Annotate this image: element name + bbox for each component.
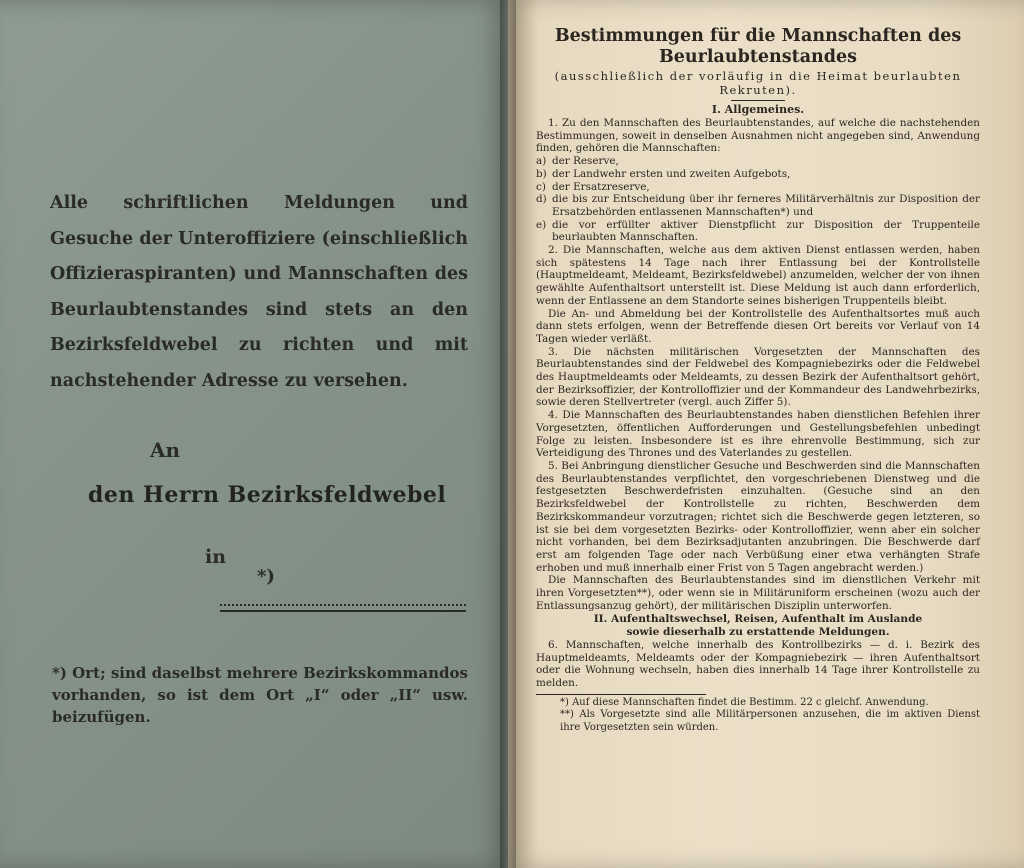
paragraph-6: 6. Mannschaften, welche innerhalb des Kontrollbezirks — d. i. Bezirk des Hauptmeldeamts, Meldeamts oder der Kompagniebezirk — ihren Aufenthaltsort oder die Wohnung wechseln, haben dies innerhalb 14 Tage ihrer Kontrollstelle zu melden. bbox=[536, 638, 980, 689]
list-marker: a) bbox=[536, 155, 547, 168]
footnote-2: **) Als Vorgesetzte sind alle Militärpersonen anzusehen, die im aktiven Dienst ihre Vorgesetzten sein würden. bbox=[560, 709, 980, 733]
address-footnote-mark: *) bbox=[257, 566, 275, 587]
list-marker: c) bbox=[536, 180, 546, 193]
title-rule bbox=[731, 100, 785, 101]
list-marker: e) bbox=[536, 218, 547, 231]
paragraph-4: 4. Die Mannschaften des Beurlaubtenstandes haben dienstlichen Befehlen ihrer Vorgesetzten, öffentlichen Aufforderungen und Gestellungsbefehlen unbedingt Folge zu leisten. Insbesondere ist es ihre ehrenvolle Bestimmung, sich zur Verteidigung des Thrones und des Vaterlandes zu gestellen. bbox=[536, 409, 980, 460]
category-list bbox=[536, 155, 980, 244]
paragraph-3: 3. Die nächsten militärischen Vorgesetzten der Mannschaften des Beurlaubtenstandes sind der Feldwebel des Kompagniebezirks oder die Feldwebel des Hauptmeldeamts oder Meldeamts, zu dessen Bezirk der Aufenthaltsort gehört, der Bezirksoffizier, der Kontrolloffizier und der Kommandeur des Landwehrbezirks, sowie deren Stellvertreter (vergl. auch Ziffer 5). bbox=[536, 345, 980, 409]
list-item bbox=[536, 219, 980, 244]
address-in: in bbox=[205, 546, 227, 568]
footnote-rule bbox=[536, 694, 706, 695]
section-1-heading: I. Allgemeines. bbox=[711, 103, 805, 116]
paragraph-2b: Die An- und Abmeldung bei der Kontrollstelle des Aufenthaltsortes muß auch dann stets erfolgen, wenn der Betreffende diesen Ort bereits vor Verlauf von 14 Tagen wieder verläßt. bbox=[536, 307, 980, 345]
list-item bbox=[536, 168, 980, 181]
regulations-text bbox=[536, 26, 980, 734]
list-text: der Landwehr ersten und zweiten Aufgebots, bbox=[552, 167, 791, 180]
left-footnote: *) Ort; sind daselbst mehrere Bezirkskommandos vorhanden, so ist dem Ort „I“ oder „II“ usw. beizufügen. bbox=[52, 664, 468, 726]
book-gutter bbox=[500, 0, 516, 868]
list-text: der Reserve, bbox=[552, 155, 619, 168]
regulations-title: Bestimmungen für die Mannschaften des Beurlaubtenstandes bbox=[554, 26, 962, 67]
paragraph-5b: Die Mannschaften des Beurlaubtenstandes sind im dienstlichen Verkehr mit ihren Vorgesetzten**), oder wenn sie in Militäruniform erscheinen (wozu auch der Entlassungsanzug gehört), der militärischen Disziplin unterworfen. bbox=[536, 574, 980, 612]
list-marker: d) bbox=[536, 193, 547, 206]
footnote-1: *) Auf diese Mannschaften findet die Bestimm. 22 c gleichf. Anwendung. bbox=[560, 696, 929, 708]
address-an: An bbox=[150, 438, 181, 462]
list-text: die bis zur Entscheidung über ihr ferneres Militärverhältnis zur Disposition der Ersatzbehörden entlassenen Mannschaften*) und bbox=[552, 193, 980, 218]
list-text: der Ersatzreserve, bbox=[552, 180, 650, 193]
list-text: die vor erfüllter aktiver Dienstpflicht zur Disposition der Truppenteile beurlaubten Mannschaften. bbox=[552, 218, 980, 244]
paragraph-2: 2. Die Mannschaften, welche aus dem aktiven Dienst entlassen werden, haben sich spätestens 14 Tage nach ihrer Entlassung bei der Kontrollstelle (Hauptmeldeamt, Meldeamt, Bezirksfeldwebel) anzumelden, welcher der von ihnen gewählte Aufenthaltsort unterstellt ist. Diese Meldung ist auch dann erforderlich, wenn der Entlassene an dem Standorte seines bisherigen Truppenteils bleibt. bbox=[536, 244, 980, 307]
left-page bbox=[0, 0, 508, 868]
section-2-heading: II. Aufenthaltswechsel, Reisen, Aufenthalt im Auslande bbox=[593, 613, 923, 626]
list-item bbox=[536, 193, 980, 218]
section-2-heading-cont: sowie dieserhalb zu erstattende Meldungen. bbox=[626, 626, 890, 639]
paragraph-1: 1. Zu den Mannschaften des Beurlaubtenstandes, auf welche die nachstehenden Bestimmungen, soweit in denselben Ausnahmen nicht angegeben sind, Anwendung finden, gehören die Mannschaften: bbox=[536, 117, 980, 155]
paragraph-5: 5. Bei Anbringung dienstlicher Gesuche und Beschwerden sind die Mannschaften des Beurlaubtenstandes verpflichtet, den vorgeschriebenen Dienstweg und die festgesetzten Beschwerdefristen einzuhalten. (Gesuche sind an den Bezirksfeldwebel der Kontrollstelle zu richten, Beschwerden dem Bezirkskommandeur vorzutragen; richtet sich die Beschwerde gegen letzteren, so ist sie bei dem vorgesetzten Bezirks- oder Kontrolloffizier, wenn aber ein solcher nicht vorhanden, bei dem Bezirksadjutanten anzubringen. Die Beschwerde darf erst am folgenden Tage oder nach Verbüßung einer etwa verhängten Strafe erhoben und muß innerhalb einer Frist von 5 Tagen angebracht werden.) bbox=[536, 459, 980, 574]
regulations-subtitle: (ausschließlich der vorläufig in die Heimat beurlaubten Rekruten). bbox=[554, 69, 962, 97]
address-fill-line bbox=[220, 604, 466, 606]
address-instructions: Alle schriftlichen Meldungen und Gesuche der Unteroffiziere (einschließlich Offizieraspiranten) und Mannschaften des Beurlaubtenstandes sind stets an den Bezirksfeldwebel zu richten und mit nachstehender Adresse zu versehen. bbox=[50, 193, 468, 391]
list-item bbox=[536, 155, 980, 168]
address-underline bbox=[220, 610, 466, 612]
addressee-line: den Herrn Bezirksfeldwebel bbox=[88, 482, 447, 508]
list-marker: b) bbox=[536, 167, 547, 180]
list-item bbox=[536, 181, 980, 194]
